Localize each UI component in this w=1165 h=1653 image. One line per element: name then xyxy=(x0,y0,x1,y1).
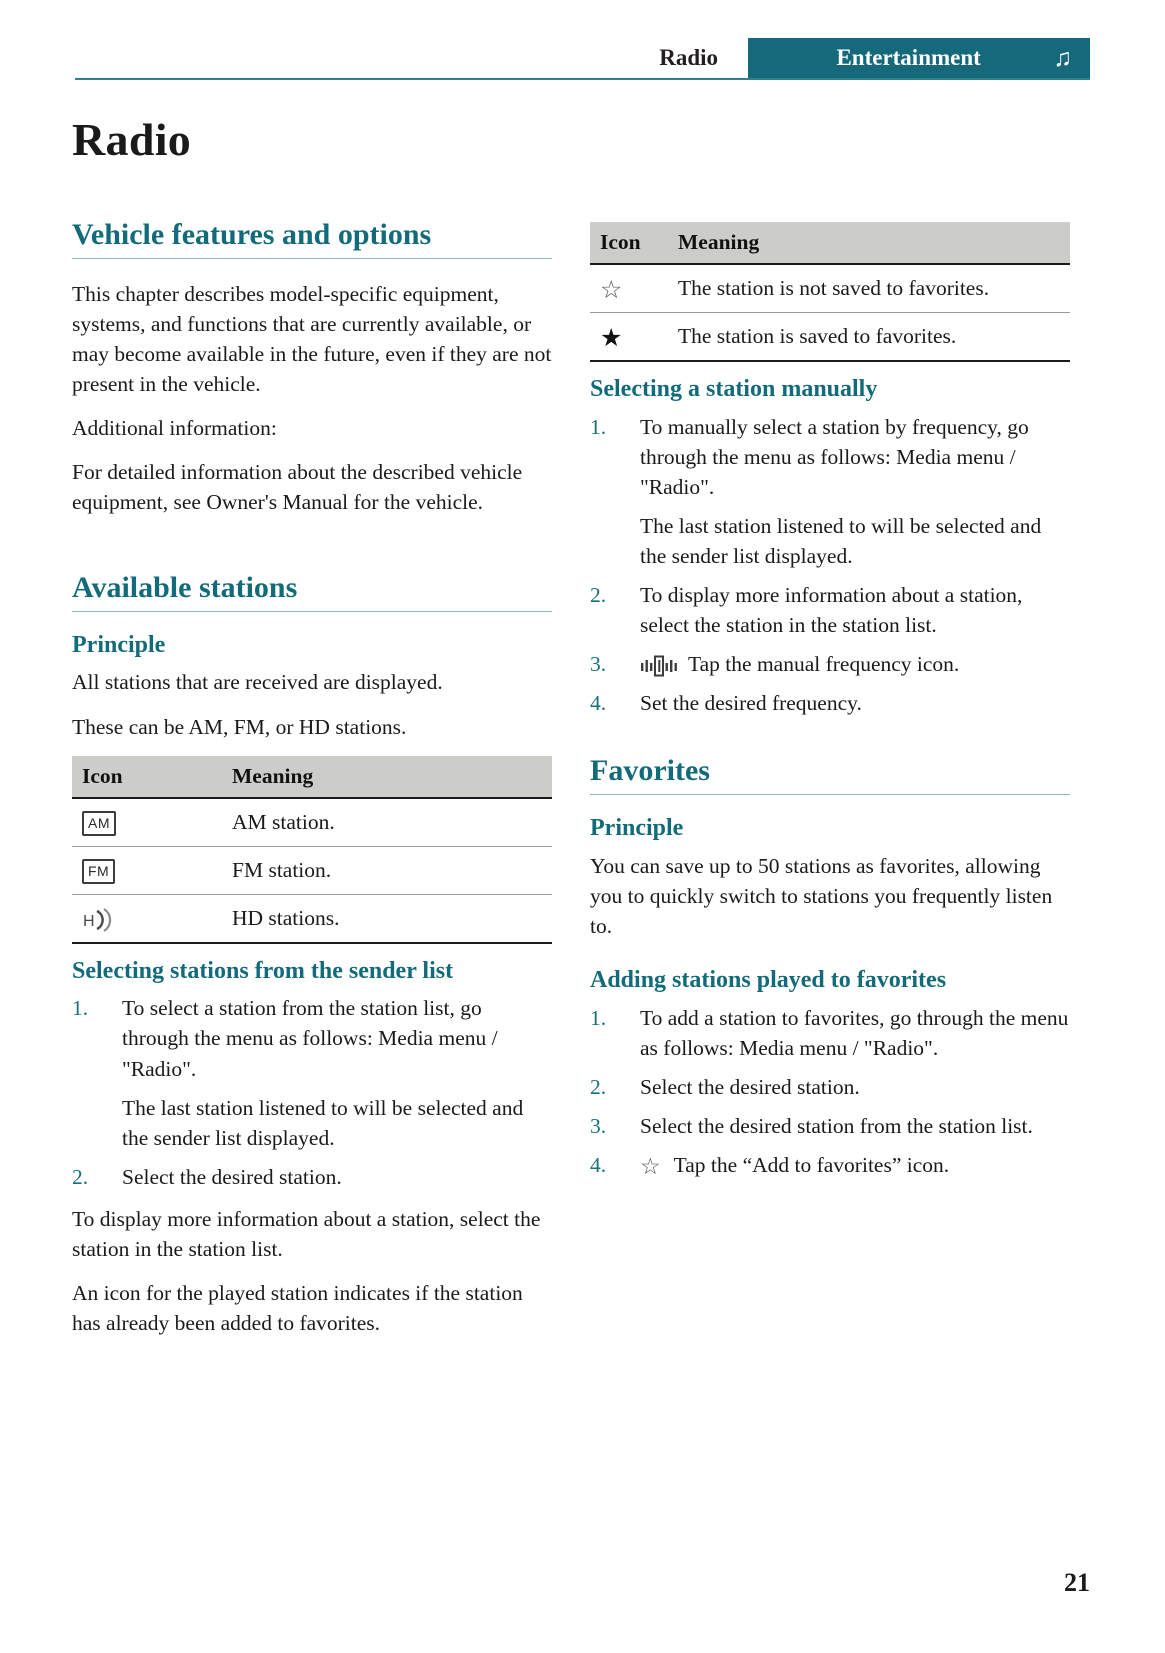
table-header-meaning: Meaning xyxy=(668,222,1070,264)
header-divider xyxy=(75,78,1090,80)
heading-selecting-from-sender-list: Selecting stations from the sender list xyxy=(72,957,454,984)
station-icon-table xyxy=(72,756,552,944)
table-header-row xyxy=(590,222,1070,264)
list-item xyxy=(590,1003,1070,1063)
table-header-icon: Icon xyxy=(72,756,222,798)
step-text: To manually select a station by frequency, go through the menu as follows: Media menu / "Radio". xyxy=(640,414,1029,499)
section-spacer xyxy=(590,730,1070,754)
fm-station-icon-cell xyxy=(72,846,222,894)
table-head xyxy=(590,222,1070,264)
header-section-label: Entertainment xyxy=(836,45,981,70)
heading-vehicle-features: Vehicle features and options xyxy=(72,218,432,251)
star-filled-icon-cell xyxy=(590,313,668,362)
heading-underline xyxy=(72,258,552,259)
manual-selection-steps xyxy=(590,412,1070,719)
adding-favorites-steps xyxy=(590,1003,1070,1180)
page-number: 21 xyxy=(1064,1568,1090,1597)
step-substep: The last station listened to will be selected and the sender list displayed. xyxy=(640,513,1042,568)
step-text: Select the desired station. xyxy=(640,1074,860,1099)
available-stations-paragraph-1: All stations that are received are displayed. xyxy=(72,670,443,695)
list-item xyxy=(590,688,1070,718)
music-note-icon: ♫ xyxy=(1053,44,1072,72)
star-filled-meaning: The station is saved to favorites. xyxy=(668,313,1070,362)
table-row xyxy=(590,264,1070,313)
hd-station-icon-cell xyxy=(72,894,222,943)
step-text: Tap the “Add to favorites” icon. xyxy=(673,1152,950,1177)
list-item xyxy=(590,649,1070,679)
heading-principle-stations: Principle xyxy=(72,631,166,658)
am-station-icon: AM xyxy=(82,811,116,836)
content-columns xyxy=(72,218,1093,1352)
favorites-icon-table xyxy=(590,222,1070,362)
heading-available-stations: Available stations xyxy=(72,571,298,605)
manual-frequency-icon xyxy=(640,655,678,677)
star-filled-icon: ★ xyxy=(600,324,623,352)
list-item xyxy=(72,1162,552,1192)
step-substep: The last station listened to will be selected and the sender list displayed. xyxy=(122,1095,524,1150)
heading-favorites: Favorites xyxy=(590,754,710,788)
section-spacer xyxy=(590,955,1070,967)
step-text: Set the desired frequency. xyxy=(640,691,862,716)
list-item xyxy=(590,1072,1070,1102)
table-header-row xyxy=(72,756,552,798)
list-item xyxy=(590,580,1070,640)
heading-selecting-station-manually: Selecting a station manually xyxy=(590,376,878,403)
left-column xyxy=(72,218,552,1352)
list-item xyxy=(590,1150,1070,1180)
vehicle-features-paragraph-3: For detailed information about the described vehicle equipment, see Owner's Manual for the vehicle. xyxy=(72,460,523,515)
table-head xyxy=(72,756,552,798)
star-outline-icon: ☆ xyxy=(600,276,623,304)
table-header-icon: Icon xyxy=(590,222,668,264)
table-row xyxy=(590,313,1070,362)
step-text: To add a station to favorites, go through the menu as follows: Media menu / "Radio". xyxy=(640,1005,1069,1060)
sender-list-trailing-1: To display more information about a station, select the station in the station list. xyxy=(72,1206,541,1261)
favorites-principle-paragraph: You can save up to 50 stations as favorites, allowing you to quickly switch to stations you frequently listen to. xyxy=(590,853,1053,938)
fm-station-icon: FM xyxy=(82,859,115,884)
header-chapter-label: Radio xyxy=(659,45,718,70)
page-title: Radio xyxy=(72,114,192,165)
star-outline-icon: ☆ xyxy=(640,1154,661,1180)
list-item xyxy=(72,993,552,1152)
heading-underline xyxy=(72,611,552,612)
table-row xyxy=(72,798,552,847)
star-outline-icon-cell xyxy=(590,264,668,313)
vehicle-features-paragraph-2: Additional information: xyxy=(72,415,277,440)
table-body xyxy=(72,798,552,943)
list-item xyxy=(590,1111,1070,1141)
page-header xyxy=(75,38,1090,78)
heading-adding-stations-to-favorites: Adding stations played to favorites xyxy=(590,966,947,993)
step-text: To display more information about a station, select the station in the station list. xyxy=(640,583,1023,638)
list-item xyxy=(590,412,1070,571)
fm-station-meaning: FM station. xyxy=(222,846,552,894)
sender-list-trailing-2: An icon for the played station indicates if the station has already been added to favorites. xyxy=(72,1281,523,1336)
table-header-meaning: Meaning xyxy=(222,756,552,798)
step-text: To select a station from the station list, go through the menu as follows: Media menu / "Radio". xyxy=(122,996,498,1081)
step-text: Tap the manual frequency icon. xyxy=(688,652,960,677)
svg-text:H: H xyxy=(83,912,95,930)
hd-station-meaning: HD stations. xyxy=(222,894,552,943)
right-column xyxy=(590,218,1070,1352)
vehicle-features-paragraph-1: This chapter describes model-specific equipment, systems, and functions that are currently available, or may become available in the future, even if they are not present in the vehicle. xyxy=(72,281,552,396)
am-station-icon-cell xyxy=(72,798,222,847)
table-row xyxy=(72,846,552,894)
available-stations-paragraph-2: These can be AM, FM, or HD stations. xyxy=(72,714,407,739)
table-body xyxy=(590,264,1070,361)
heading-underline xyxy=(590,794,1070,795)
star-outline-meaning: The station is not saved to favorites. xyxy=(668,264,1070,313)
section-spacer xyxy=(72,531,552,571)
step-text: Select the desired station from the station list. xyxy=(640,1113,1033,1138)
hd-station-icon xyxy=(82,907,124,933)
table-row xyxy=(72,894,552,943)
header-section-banner xyxy=(748,38,1090,78)
heading-principle-favorites: Principle xyxy=(590,815,684,842)
am-station-meaning: AM station. xyxy=(222,798,552,847)
step-text: Select the desired station. xyxy=(122,1164,342,1189)
sender-list-steps xyxy=(72,993,552,1192)
